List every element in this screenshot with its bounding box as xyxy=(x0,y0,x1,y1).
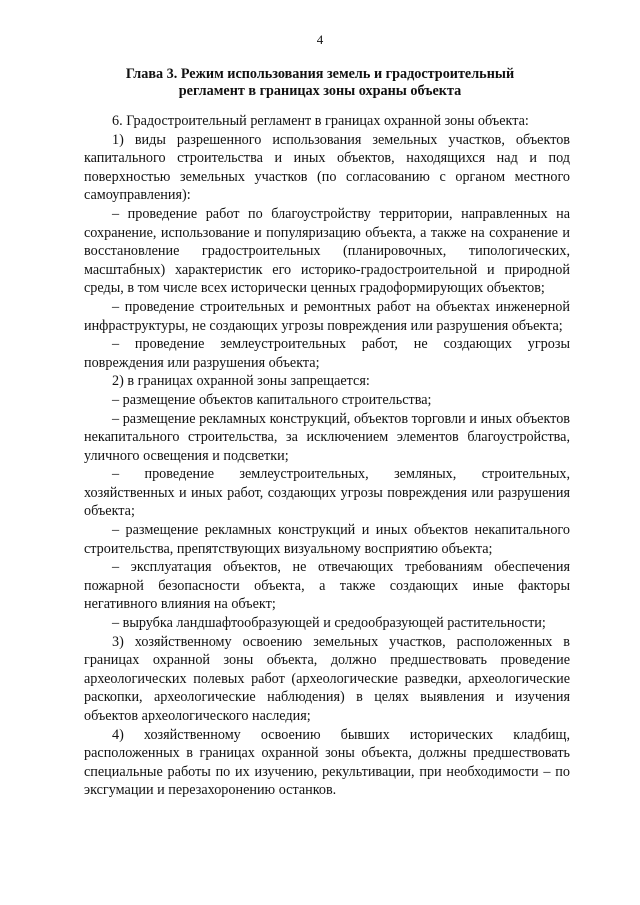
document-body xyxy=(84,112,570,800)
list-item: – размещение объектов капитального строительства; xyxy=(112,391,432,408)
paragraph: 4) хозяйственному освоению бывших исторических кладбищ, расположенных в границах охранной зоны объекта, должны предшествовать специальные работы по их изучению, рекультивации, при необходимости – по эксгумации и перезахоронению останков. xyxy=(84,726,570,799)
list-item: – эксплуатация объектов, не отвечающих требованиям обеспечения пожарной безопасности объекта, а также создающих иные факторы негативного влияния на объект; xyxy=(84,559,570,613)
list-item: – размещение рекламных конструкций, объектов торговли и иных объектов некапитального строительства, за исключением элементов благоустройства, уличного освещения и подсветки; xyxy=(84,410,570,464)
paragraph: 3) хозяйственному освоению земельных участков, расположенных в границах охранной зоны объекта, должно предшествовать проведение археологических полевых работ (археологические разведки, археологические раскопки, археологические наблюдения) в целях выявления и изучения объектов археологического наследия; xyxy=(84,633,570,724)
list-item: – проведение строительных и ремонтных работ на объектах инженерной инфраструктуры, не создающих угрозы повреждения или разрушения объекта; xyxy=(84,298,570,334)
paragraph: 1) виды разрешенного использования земельных участков, объектов капитального строительства и иных объектов, находящихся над и под поверхностью земельных участков (по согласованию с органом местного самоуправления): xyxy=(84,131,570,204)
list-item: – проведение землеустроительных работ, не создающих угрозы повреждения или разрушения объекта; xyxy=(84,336,570,371)
chapter-heading: Глава 3. Режим использования земель и градостроительный регламент в границах зоны охраны объекта xyxy=(125,66,515,99)
list-item: – проведение землеустроительных, земляных, строительных, хозяйственных и иных работ, создающих угрозы повреждения или разрушения объекта; xyxy=(84,466,570,520)
list-item: – вырубка ландшафтообразующей и средообразующей растительности; xyxy=(112,615,546,632)
paragraph: 2) в границах охранной зоны запрещается: xyxy=(112,373,370,390)
page-number: 4 xyxy=(316,32,324,47)
list-item: – проведение работ по благоустройству территории, направленных на сохранение, использование и популяризацию объекта, а также на сохранение и восстановление градостроительных (планировочных, типологических, масштабных) характеристик его историко-градостроительной и природной среды, в том числе всех исторически ценных градоформирующих объектов; xyxy=(84,205,570,297)
paragraph: 6. Градостроительный регламент в границах охранной зоны объекта: xyxy=(112,113,529,129)
list-item: – размещение рекламных конструкций и иных объектов некапитального строительства, препятствующих визуальному восприятию объекта; xyxy=(84,522,570,557)
